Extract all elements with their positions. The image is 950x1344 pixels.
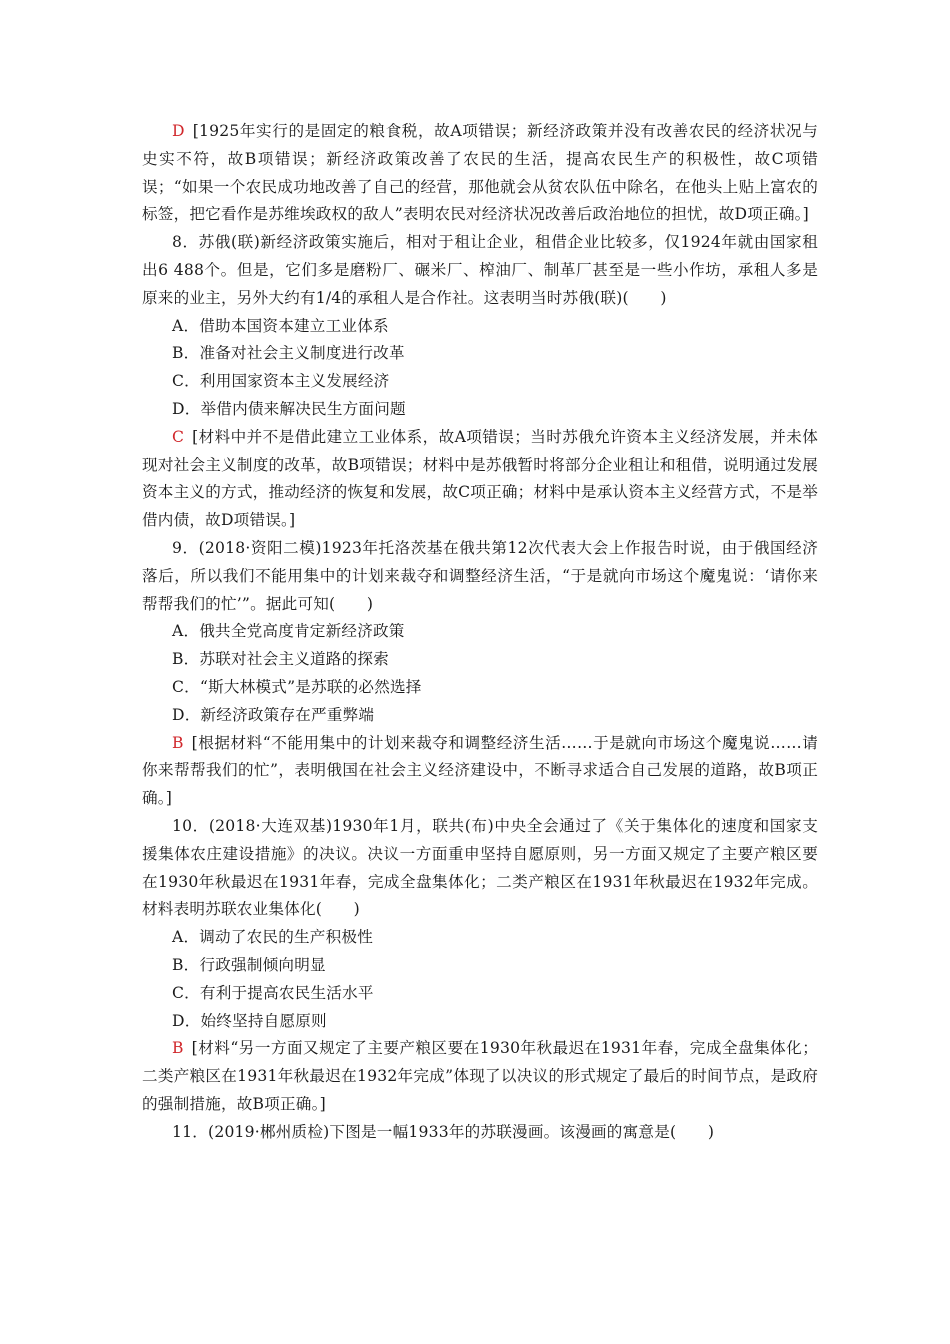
q10-option-d: D．始终坚持自愿原则 xyxy=(172,1011,327,1030)
document-page xyxy=(142,118,818,1146)
q9-option-d: D．新经济政策存在严重弊端 xyxy=(172,705,375,724)
q9-explanation-text: [根据材料“不能用集中的计划来裁夺和调整经济生活……于是就向市场这个魔鬼说……请你来帮帮我们的忙”，表明俄国在社会主义经济建设中，不断寻求适合自己发展的道路，故B项正确。] xyxy=(142,733,818,808)
q8-answer-letter: C xyxy=(172,427,185,446)
q10-stem: 10．(2018·大连双基)1930年1月，联共(布)中央全会通过了《关于集体化的速度和国家支援集体农庄建设措施》的决议。决议一方面重申坚持自愿原则，另一方面又规定了主要产粮区要在1930年秋最迟在1931年春，完成全盘集体化；二类产粮区在1931年秋最迟在1932年完成。材料表明苏联农业集体化( ) xyxy=(142,816,818,919)
q11-stem: 11．(2019·郴州质检)下图是一幅1933年的苏联漫画。该漫画的寓意是( ) xyxy=(172,1122,715,1141)
q8-option-d: D．举借内债来解决民生方面问题 xyxy=(172,399,406,418)
q10-answer-letter: B xyxy=(172,1039,184,1058)
q8-explanation-text: [材料中并不是借此建立工业体系，故A项错误；当时苏俄允许资本主义经济发展，并未体现对社会主义制度的改革，故B项错误；材料中是苏俄暂时将部分企业租让和租借，说明通过发展资本主义的方式，推动经济的恢复和发展，故C项正确；材料中是承认资本主义经营方式，不是举借内债，故D项错误。] xyxy=(142,427,818,530)
q8-option-b: B．准备对社会主义制度进行改革 xyxy=(172,344,405,363)
q9-answer-explanation xyxy=(142,730,818,813)
q9-option-c: C．“斯大林模式”是苏联的必然选择 xyxy=(172,677,422,696)
q8-option-c: C．利用国家资本主义发展经济 xyxy=(172,372,390,391)
q9-answer-letter: B xyxy=(172,733,184,752)
q10-option-b: B．行政强制倾向明显 xyxy=(172,955,326,974)
q8-option-a: A．借助本国资本建立工业体系 xyxy=(172,316,389,335)
q10-option-a: A．调动了农民的生产积极性 xyxy=(172,928,373,947)
q8-answer-explanation xyxy=(142,424,818,535)
q9-stem: 9．(2018·资阳二模)1923年托洛茨基在俄共第12次代表大会上作报告时说，由于俄国经济落后，所以我们不能用集中的计划来裁夺和调整经济生活，“于是就向市场这个魔鬼说：‘请你来帮帮我们的忙’”。据此可知( ) xyxy=(142,538,818,613)
q10-option-c: C．有利于提高农民生活水平 xyxy=(172,983,374,1002)
q9-option-a: A．俄共全党高度肯定新经济政策 xyxy=(172,622,405,641)
q9-option-b: B．苏联对社会主义道路的探索 xyxy=(172,650,389,669)
q7-answer-explanation xyxy=(142,118,818,229)
q8-stem: 8．苏俄(联)新经济政策实施后，相对于租让企业，租借企业比较多，仅1924年就由国家租出6 488个。但是，它们多是磨粉厂、碾米厂、榨油厂、制革厂甚至是一些小作坊，承租人多是原来的业主，另外大约有1/4的承租人是合作社。这表明当时苏俄(联)( ) xyxy=(142,233,818,307)
q10-explanation-text: [材料“另一方面又规定了主要产粮区要在1930年秋最迟在1931年春，完成全盘集体化；二类产粮区在1931年秋最迟在1932年完成”体现了以决议的形式规定了最后的时间节点，是政府的强制措施，故B项正确。] xyxy=(142,1039,818,1113)
q7-explanation-text: [1925年实行的是固定的粮食税，故A项错误；新经济政策并没有改善农民的经济状况与史实不符，故B项错误；新经济政策改善了农民的生活，提高农民生产的积极性，故C项错误；“如果一个农民成功地改善了自己的经营，那他就会从贫农队伍中除名，在他头上贴上富农的标签，把它看作是苏维埃政权的敌人”表明农民对经济状况改善后政治地位的担忧，故D项正确。] xyxy=(142,122,818,224)
q7-answer-letter: D xyxy=(172,122,185,140)
q10-answer-explanation xyxy=(142,1035,818,1118)
